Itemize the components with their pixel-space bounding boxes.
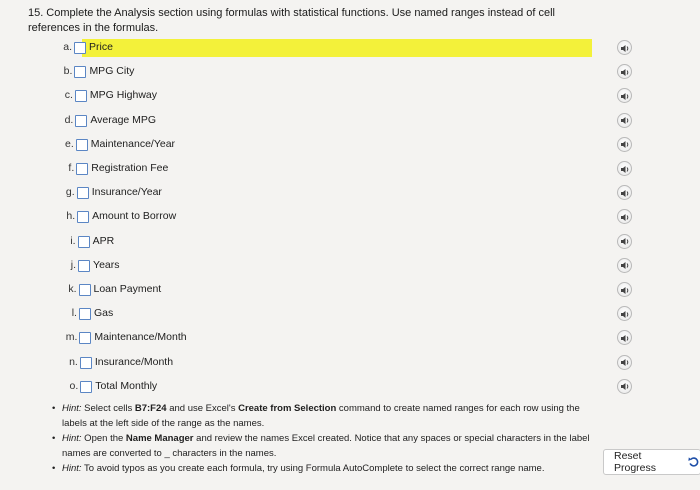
item-letter: h.: [66, 210, 76, 223]
item-label: Insurance/Year: [91, 186, 162, 199]
item-label: Insurance/Month: [94, 355, 174, 368]
item-checkbox[interactable]: [79, 308, 91, 320]
item-letter: f.: [68, 162, 75, 174]
item-letter: c.: [64, 89, 73, 102]
checklist-item: [0, 353, 700, 373]
speaker-icon[interactable]: [617, 379, 632, 394]
speaker-icon[interactable]: [617, 64, 632, 79]
speaker-icon[interactable]: [617, 355, 632, 370]
item-checkbox[interactable]: [74, 66, 86, 78]
item-label: Amount to Borrow: [92, 210, 177, 223]
item-checkbox[interactable]: [76, 139, 88, 151]
item-letter: o.: [69, 379, 79, 392]
hint-list: [52, 402, 597, 478]
item-checkbox[interactable]: [75, 115, 87, 127]
question-number: 15.: [28, 7, 44, 19]
hint-item: • Hint: To avoid typos as you create each formula, try using Formula AutoComplete to select the correct range name.: [52, 463, 545, 474]
checklist-item: [0, 232, 700, 252]
speaker-icon[interactable]: [617, 113, 632, 128]
checklist-item: [0, 135, 700, 155]
item-letter: i.: [70, 234, 76, 247]
hint-bold-text: Create from Selection: [238, 403, 337, 414]
speaker-icon[interactable]: [617, 185, 632, 200]
item-letter: m.: [65, 331, 78, 344]
item-label: Registration Fee: [91, 162, 169, 174]
item-letter: j.: [70, 258, 77, 271]
speaker-icon[interactable]: [617, 40, 632, 55]
item-letter: k.: [68, 283, 77, 295]
item-letter: e.: [65, 137, 74, 150]
item-letter: d.: [64, 113, 74, 126]
hint-bold-text: B7:F24: [134, 403, 167, 414]
item-checkbox[interactable]: [78, 236, 90, 248]
item-letter: b.: [63, 65, 73, 78]
speaker-icon[interactable]: [617, 258, 632, 273]
reset-progress-button[interactable]: [603, 449, 700, 475]
speaker-icon[interactable]: [617, 88, 632, 103]
hint-prefix: Hint:: [62, 433, 82, 444]
checklist-item: [0, 377, 700, 397]
checklist-item: [0, 207, 700, 227]
item-label: Average MPG: [90, 113, 157, 126]
item-checkbox[interactable]: [79, 332, 91, 344]
hint-item: • Hint: Select cells B7:F24 and use Excel's Create from Selection command to create named ranges for each row using the labels at the left side of the range as the names.: [52, 403, 580, 429]
hint-item: • Hint: Open the Name Manager and review the names Excel created. Notice that any spaces or special characters in the label names are converted to _ characters in the names.: [52, 433, 590, 459]
item-checkbox[interactable]: [80, 381, 92, 393]
hint-bold-text: Name Manager: [125, 433, 194, 444]
checklist-item: [0, 111, 700, 131]
checklist-item: [0, 38, 700, 58]
speaker-icon[interactable]: [617, 234, 632, 249]
speaker-icon[interactable]: [617, 137, 632, 152]
item-letter: n.: [69, 355, 78, 368]
item-checkbox[interactable]: [78, 260, 90, 272]
item-label: Price: [89, 41, 113, 53]
item-label: Gas: [93, 307, 114, 320]
item-label: Total Monthly: [95, 379, 158, 392]
speaker-icon[interactable]: [617, 209, 632, 224]
hint-prefix: Hint:: [62, 403, 82, 414]
speaker-icon[interactable]: [617, 306, 632, 321]
item-label: Maintenance/Month: [94, 331, 187, 344]
item-letter: l.: [71, 307, 77, 320]
item-label: APR: [92, 234, 115, 247]
item-checkbox[interactable]: [74, 42, 86, 54]
item-label: MPG Highway: [89, 89, 157, 102]
reset-progress-label: Reset Progress: [614, 450, 657, 474]
item-letter: g.: [65, 186, 75, 199]
item-checkbox[interactable]: [75, 90, 87, 102]
item-label: Loan Payment: [93, 283, 162, 295]
item-checkbox[interactable]: [79, 284, 91, 296]
question-body: Complete the Analysis section using formulas with statistical functions. Use named ranges instead of cell references in the formulas.: [28, 7, 555, 34]
item-checkbox[interactable]: [76, 163, 88, 175]
checklist-item: [0, 86, 700, 106]
checklist-item: [0, 159, 700, 179]
checklist-item: [0, 280, 700, 300]
hint-prefix: Hint:: [62, 463, 82, 474]
item-label: Years: [93, 258, 120, 271]
item-checkbox[interactable]: [77, 187, 89, 199]
checklist-item: [0, 183, 700, 203]
checklist-item: [0, 328, 700, 348]
question-text: [28, 6, 598, 36]
item-label: Maintenance/Year: [90, 137, 176, 150]
checklist-item: [0, 304, 700, 324]
reset-arrow-icon: [688, 456, 700, 468]
item-letter: a.: [63, 41, 72, 53]
speaker-icon[interactable]: [617, 330, 632, 345]
checklist-item: [0, 62, 700, 82]
speaker-icon[interactable]: [617, 161, 632, 176]
item-checkbox[interactable]: [77, 211, 89, 223]
row-highlight: [82, 39, 592, 57]
item-checkbox[interactable]: [80, 357, 92, 369]
item-label: MPG City: [89, 65, 135, 78]
speaker-icon[interactable]: [617, 282, 632, 297]
checklist-item: [0, 256, 700, 276]
